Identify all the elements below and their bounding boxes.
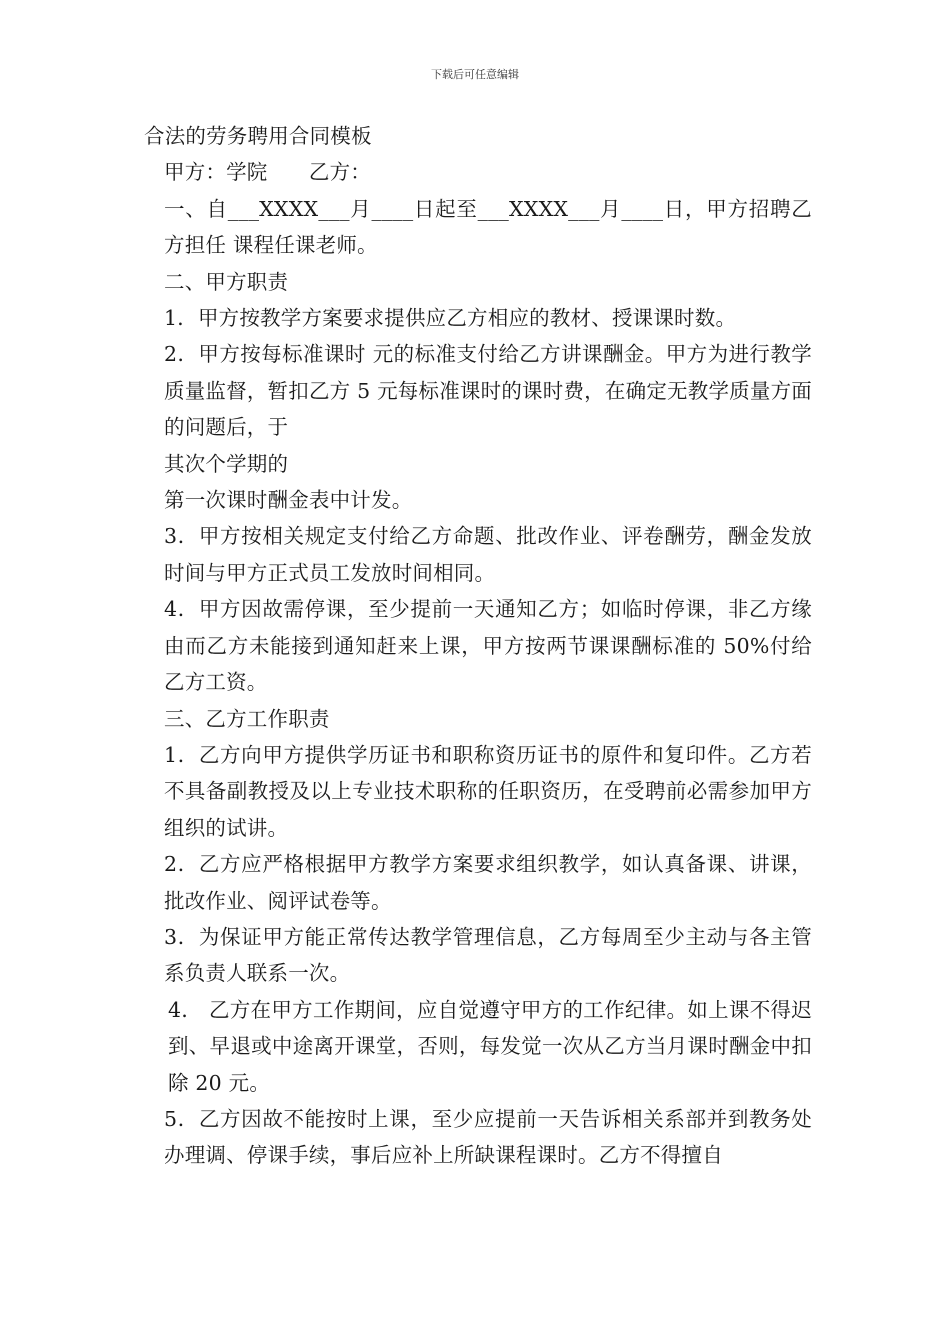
section-2-item-1: 1．甲方按教学方案要求提供应乙方相应的教材、授课课时数。	[164, 306, 737, 331]
document-body	[144, 118, 812, 1174]
parties-line: 甲方：学院 乙方：	[164, 160, 371, 185]
document-title: 合法的劳务聘用合同模板	[144, 124, 372, 148]
clause-1: 一、自___XXXX___月____日起至___XXXX___月____日，甲方招聘乙方担任 课程任课老师。	[164, 196, 812, 258]
section-3-item-2: 2．乙方应严格根据甲方教学方案要求组织教学，如认真备课、讲课，批改作业、阅评试卷等。	[164, 852, 812, 913]
section-3-item-1: 1．乙方向甲方提供学历证书和职称资历证书的原件和复印件。乙方若不具备副教授及以上专业技术职称的任职资历，在受聘前必需参加甲方组织的试讲。	[164, 742, 812, 840]
section-3-item-5: 5．乙方因故不能按时上课，至少应提前一天告诉相关系部并到教务处办理调、停课手续，事后应补上所缺课程课时。乙方不得擅自	[164, 1106, 812, 1168]
section-2-item-2: 2．甲方按每标准课时 元的标准支付给乙方讲课酬金。甲方为进行教学质量监督，暂扣乙方 5 元每标准课时的课时费，在确定无教学质量方面的问题后，于	[164, 342, 812, 440]
section-2-item-4: 4．甲方因故需停课，至少提前一天通知乙方；如临时停课，非乙方缘由而乙方未能接到通知赶来上课，甲方按两节课课酬标准的 50%付给乙方工资。	[164, 597, 812, 695]
section-2-item-3: 3．甲方按相关规定支付给乙方命题、批改作业、评卷酬劳，酬金发放时间与甲方正式员工发放时间相同。	[164, 524, 812, 585]
section-2-heading: 二、甲方职责	[164, 269, 289, 294]
section-3-heading: 三、乙方工作职责	[164, 706, 330, 731]
page-header: 下载后可任意编辑	[431, 68, 519, 81]
section-2-item-2-continuation-1: 其次个学期的	[164, 451, 289, 476]
section-3-item-3: 3．为保证甲方能正常传达教学管理信息，乙方每周至少主动与各主管系负责人联系一次。	[164, 924, 812, 986]
section-3-item-4: 4． 乙方在甲方工作期间，应自觉遵守甲方的工作纪律。如上课不得迟到、早退或中途离开课堂，否则，每发觉一次从乙方当月课时酬金中扣除 20 元。	[168, 997, 812, 1095]
section-2-item-2-continuation-2: 第一次课时酬金表中计发。	[164, 488, 413, 513]
